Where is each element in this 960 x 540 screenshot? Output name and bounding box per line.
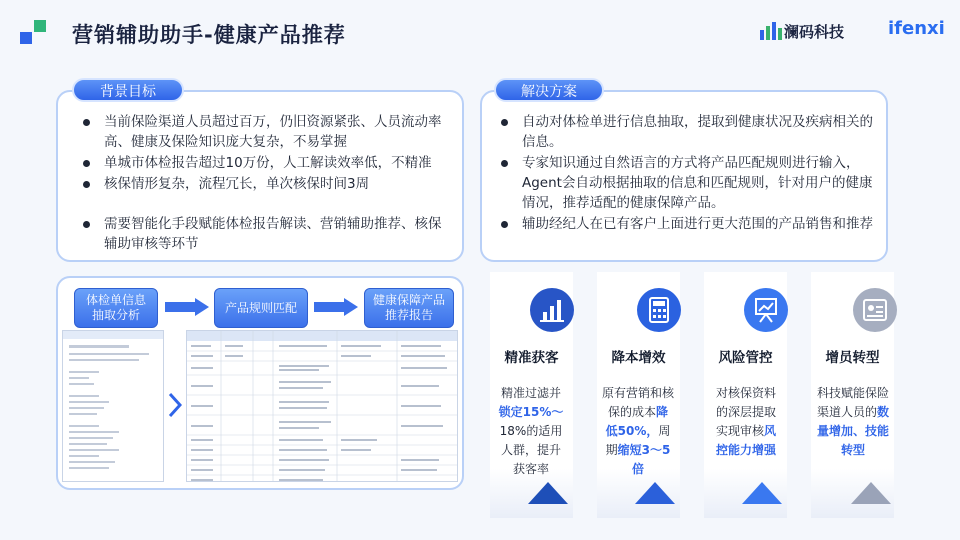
background-item-3: 核保情形复杂，流程冗长，单次核保时间3周: [104, 174, 454, 194]
bar-chart-icon: [530, 288, 574, 332]
solution-item-1: 自动对体检单进行信息抽取，提取到健康状况及疾病相关的信息。: [522, 112, 878, 152]
card-title-1: 精准获客: [504, 350, 559, 366]
step-report-label: 健康保障产品 推荐报告: [372, 293, 445, 322]
step-match: [214, 288, 308, 328]
background-tag: 背景目标: [72, 78, 184, 102]
card-desc-1: 精准过滤并锁定15%～18%的适用人群，提升获客率: [498, 386, 564, 476]
card-title-4: 增员转型: [825, 350, 880, 366]
id-card-icon: [853, 288, 897, 332]
card-desc-4: 科技赋能保险渠道人员的数量增加、技能转型: [816, 386, 890, 457]
background-item-1: 当前保险渠道人员超过百万，仍旧资源紧张、人员流动率高、健康及保险知识庞大复杂，不易掌握: [104, 112, 454, 152]
brand-logo-icon: [760, 22, 782, 42]
product-rule-table-thumbnail: [186, 330, 458, 482]
brand-ifenxi: ifenxi: [888, 18, 945, 39]
card-title-3: 风险管控: [718, 350, 773, 366]
solution-item-3: 辅助经纪人在已有客户上面进行更大范围的产品销售和推荐: [522, 214, 878, 234]
solution-tag: 解决方案: [494, 78, 604, 102]
card-title-2: 降本增效: [611, 350, 666, 366]
triangle-marker-4: [851, 482, 891, 504]
background-item-4: 需要智能化手段赋能体检报告解读、营销辅助推荐、核保辅助审核等环节: [104, 214, 454, 254]
step-report: [364, 288, 454, 328]
chevron-right-icon: [168, 392, 182, 418]
arrow-right-icon: [165, 298, 209, 316]
page-title: 营销辅助助手-健康产品推荐: [72, 23, 346, 47]
exam-report-thumbnail: [62, 330, 164, 482]
triangle-marker-1: [528, 482, 568, 504]
card-desc-3: 对核保资料的深层提取实现审核风控能力增强: [715, 386, 777, 457]
triangle-marker-2: [635, 482, 675, 504]
background-item-2: 单城市体检报告超过10万份，人工解读效率低，不精准: [104, 153, 454, 173]
logo-icon: [18, 18, 50, 48]
presentation-icon: [744, 288, 788, 332]
triangle-marker-3: [742, 482, 782, 504]
solution-item-2: 专家知识通过自然语言的方式将产品匹配规则进行输入，Agent会自动根据抽取的信息和匹配规则，针对用户的健康情况，推荐适配的健康保障产品。: [522, 153, 878, 213]
card-desc-2: 原有营销和核保的成本降低50%，周期缩短3～5倍: [602, 386, 675, 476]
step-extract-label: 体检单信息 抽取分析: [85, 293, 146, 322]
arrow-right-icon: [314, 298, 358, 316]
calculator-icon: [637, 288, 681, 332]
step-extract: [74, 288, 158, 328]
step-match-label: 产品规则匹配: [224, 300, 297, 315]
brand-name: 澜码科技: [784, 23, 845, 41]
